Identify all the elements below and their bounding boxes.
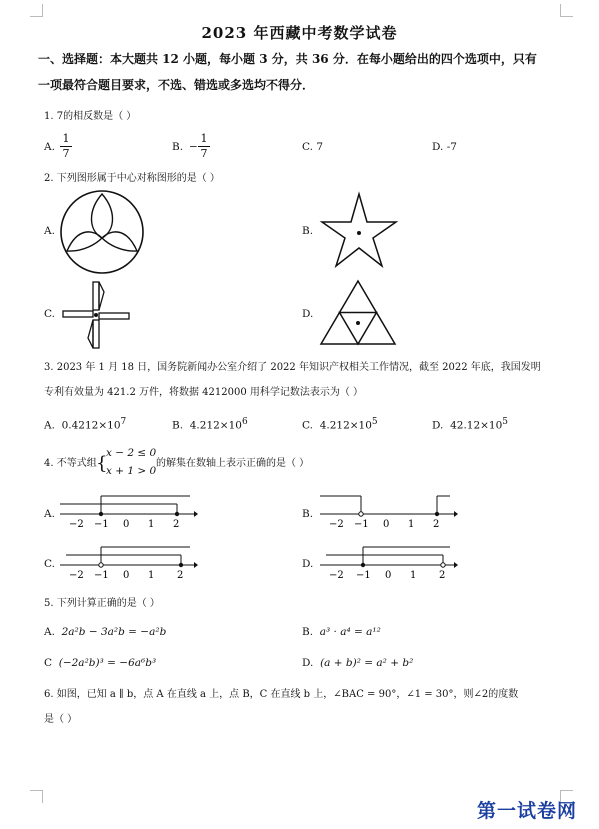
q4-d-tick-4: 1 <box>410 570 417 581</box>
q3-b-label: B. <box>172 419 184 432</box>
q3-d-exponent: 5 <box>502 417 509 427</box>
q4-number-line-a <box>58 490 198 532</box>
q5-c-expression: (−2a²b)³ = −6a⁶b³ <box>58 657 157 669</box>
q4-d-tick-5: 2 <box>439 570 446 581</box>
q4-b-tick-4: 1 <box>408 519 415 530</box>
q4-b-tick-3: 0 <box>383 519 390 530</box>
q1-option-a-label: A. <box>44 141 55 153</box>
q4-b-tick-5: 2 <box>433 519 440 530</box>
q4-c-tick-4: 1 <box>148 570 155 581</box>
q6-line1: 6. 如图，已知 a ∥ b，点 A 在直线 a 上，点 B，C 在直线 b 上，∠BAC = 90°，∠1 = 30°，则∠2的度数 <box>44 689 519 700</box>
q2-option-c-label: C. <box>44 308 55 320</box>
q5-option-a <box>44 626 166 638</box>
q4-d-tick-3: 0 <box>385 570 392 581</box>
q1-a-numerator: 1 <box>60 132 72 147</box>
q6-line2: 是（ ） <box>44 714 78 725</box>
page-title: 2023 年西藏中考数学试卷 <box>201 24 398 42</box>
q4-a-tick-1: −2 <box>69 519 84 530</box>
q3-option-d <box>432 417 508 432</box>
q3-option-c <box>302 417 378 432</box>
q4-b-tick-2: −1 <box>354 519 369 530</box>
q4-number-line-d <box>318 541 458 583</box>
q2-option-d-label: D. <box>302 308 314 320</box>
q4-b-tick-1: −2 <box>329 519 344 530</box>
q5-b-expression: a³ · a⁴ = a¹² <box>319 626 381 638</box>
q5-d-label: D. <box>302 657 314 669</box>
q4-brace: { <box>96 453 108 474</box>
q5-a-expression: 2a²b − 3a²b = −a²b <box>61 626 167 638</box>
q4-a-tick-3: 0 <box>123 519 130 530</box>
q4-option-a-label: A. <box>44 508 55 520</box>
q1-stem: 1. 7的相反数是（ ） <box>44 111 137 122</box>
q3-d-value: 42.12×10 <box>450 419 503 432</box>
q3-b-exponent: 6 <box>241 417 248 427</box>
q1-option-b-label: B. <box>172 141 184 153</box>
q1-option-b-fraction <box>198 132 210 161</box>
q4-option-d-label: D. <box>302 558 314 570</box>
crop-mark-top-left <box>30 4 43 17</box>
q1-a-denominator: 7 <box>62 147 70 160</box>
q2-option-a-label: A. <box>44 225 55 237</box>
q5-option-c <box>44 657 156 669</box>
crop-mark-top-right <box>560 4 573 17</box>
q4-d-tick-2: −1 <box>356 570 371 581</box>
q5-a-label: A. <box>44 626 55 638</box>
q2-figure-b-star <box>318 190 400 270</box>
q1-option-d: D. -7 <box>432 141 457 153</box>
q4-a-tick-2: −1 <box>94 519 109 530</box>
q4-d-tick-1: −2 <box>329 570 344 581</box>
q5-c-label: C <box>44 657 53 669</box>
q1-option-a-fraction <box>60 132 72 161</box>
q3-option-a <box>44 417 126 432</box>
q3-d-label: D. <box>432 419 444 432</box>
q3-option-b <box>172 417 248 432</box>
q4-option-c-label: C. <box>44 558 55 570</box>
q3-a-label: A. <box>44 419 55 432</box>
section-heading-line2: 一项最符合题目要求，不选、错选或多选均不得分． <box>38 78 315 92</box>
q2-stem: 2. 下列图形属于中心对称图形的是（ ） <box>44 173 220 184</box>
q4-c-tick-2: −1 <box>94 570 109 581</box>
q1-b-denominator: 7 <box>200 147 208 160</box>
q3-c-label: C. <box>302 419 313 432</box>
q3-c-value: 4.212×10 <box>319 419 372 432</box>
q4-a-tick-4: 1 <box>148 519 155 530</box>
q3-c-exponent: 5 <box>371 417 378 427</box>
q4-suffix: 的解集在数轴上表示正确的是（ ） <box>156 458 310 469</box>
q1-option-c: C. 7 <box>302 141 324 153</box>
q3-a-exponent: 7 <box>120 417 127 427</box>
q5-option-d <box>302 657 413 669</box>
q5-stem: 5. 下列计算正确的是（ ） <box>44 598 160 609</box>
crop-mark-bottom-left <box>30 790 43 803</box>
q4-a-tick-5: 2 <box>173 519 180 530</box>
q4-c-tick-5: 2 <box>177 570 184 581</box>
q5-b-label: B. <box>302 626 314 638</box>
q4-number-line-c <box>58 541 198 583</box>
q2-figure-a-circle-petals <box>58 188 146 276</box>
q3-line1: 3. 2023 年 1 月 18 日，国务院新闻办公室介绍了 2022 年知识产权相关工作情况，截至 2022 年底，我国发明 <box>44 362 541 373</box>
q5-option-b <box>302 626 381 638</box>
q4-inequality-2: x + 1 > 0 <box>106 465 157 477</box>
q4-c-tick-1: −2 <box>69 570 84 581</box>
q2-option-b-label: B. <box>302 225 314 237</box>
q4-prefix: 4. 不等式组 <box>44 458 97 469</box>
q3-line2: 专利有效量为 421.2 万件，将数据 4212000 用科学记数法表示为（ ） <box>44 387 364 398</box>
q4-inequality-1: x − 2 ≤ 0 <box>106 447 157 459</box>
q5-d-expression: (a + b)² = a² + b² <box>320 657 414 669</box>
site-watermark: 第一试卷网 <box>476 800 577 822</box>
q3-b-value: 4.212×10 <box>189 419 242 432</box>
q4-option-b-label: B. <box>302 508 314 520</box>
q1-b-numerator: 1 <box>198 132 210 147</box>
q4-number-line-b <box>318 490 458 532</box>
q1-b-sign: − <box>189 141 198 153</box>
section-heading-line1: 一、选择题：本大题共 12 小题，每小题 3 分，共 36 分．在每小题给出的四个选项中，只有 <box>38 52 537 66</box>
q4-c-tick-3: 0 <box>123 570 130 581</box>
q2-figure-d-triangle <box>318 278 398 348</box>
q3-a-value: 0.4212×10 <box>61 419 121 432</box>
q2-figure-c-pinwheel <box>60 280 132 350</box>
